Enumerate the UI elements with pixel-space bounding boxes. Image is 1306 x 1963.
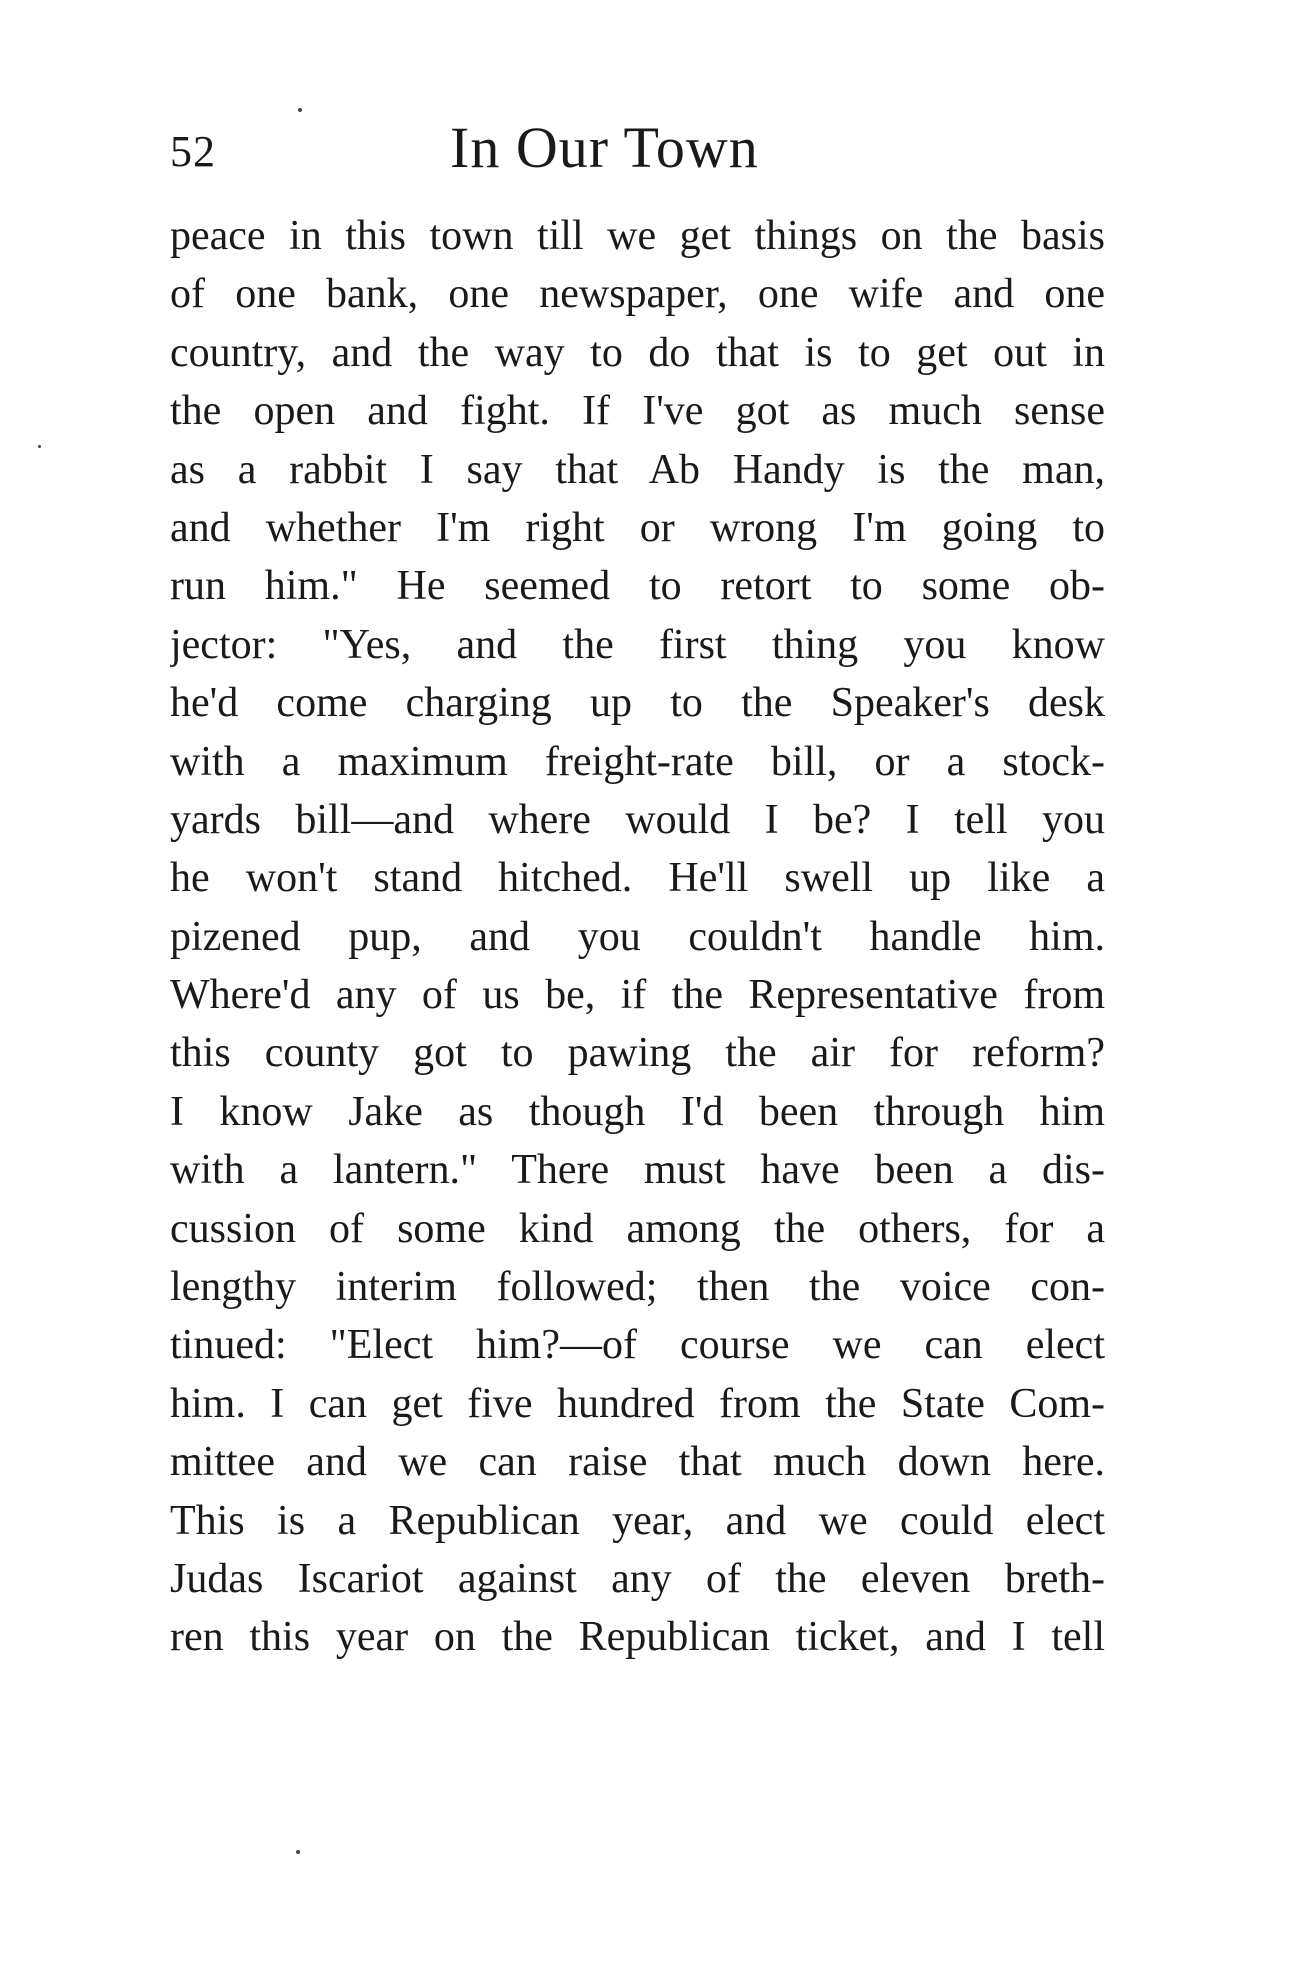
page-number: 52	[170, 127, 216, 176]
text-line: of one bank, one newspaper, one wife and one	[170, 271, 1105, 318]
body-text	[170, 207, 1105, 1667]
text-line: I know Jake as though I'd been through him	[170, 1088, 1105, 1135]
text-line: tinued: "Elect him?—of course we can elect	[170, 1322, 1105, 1369]
text-line: with a maximum freight-rate bill, or a stock-	[170, 738, 1105, 785]
text-line: jector: "Yes, and the first thing you know	[170, 621, 1105, 668]
text-line: country, and the way to do that is to get out in	[170, 329, 1105, 376]
running-head	[170, 112, 1105, 192]
text-line: lengthy interim followed; then the voice con-	[170, 1264, 1105, 1311]
text-line: with a lantern." There must have been a dis-	[170, 1147, 1105, 1194]
text-line: this county got to pawing the air for reform?	[170, 1030, 1105, 1077]
text-line: peace in this town till we get things on the basis	[170, 213, 1105, 259]
paper-speck	[38, 445, 41, 448]
text-line: Judas Iscariot against any of the eleven breth-	[170, 1555, 1105, 1602]
text-line: yards bill—and where would I be? I tell you	[170, 796, 1105, 843]
paper-speck	[298, 108, 302, 112]
paper-speck	[296, 1850, 300, 1854]
text-line: mittee and we can raise that much down here.	[170, 1439, 1105, 1486]
text-line: him. I can get five hundred from the State Com-	[170, 1380, 1105, 1427]
text-line: and whether I'm right or wrong I'm going to	[170, 504, 1105, 551]
text-line: cussion of some kind among the others, for a	[170, 1205, 1105, 1252]
text-line: he'd come charging up to the Speaker's desk	[170, 680, 1105, 727]
text-line: run him." He seemed to retort to some ob-	[170, 563, 1105, 610]
text-line: ren this year on the Republican ticket, and I tell	[170, 1614, 1105, 1661]
text-line: pizened pup, and you couldn't handle him.	[170, 913, 1105, 960]
running-title: In Our Town	[450, 115, 759, 180]
text-line: This is a Republican year, and we could elect	[170, 1497, 1105, 1544]
text-line: as a rabbit I say that Ab Handy is the man,	[170, 446, 1105, 493]
text-line: the open and fight. If I've got as much sense	[170, 388, 1105, 435]
text-line: Where'd any of us be, if the Representative from	[170, 972, 1105, 1019]
text-line: he won't stand hitched. He'll swell up like a	[170, 855, 1105, 902]
